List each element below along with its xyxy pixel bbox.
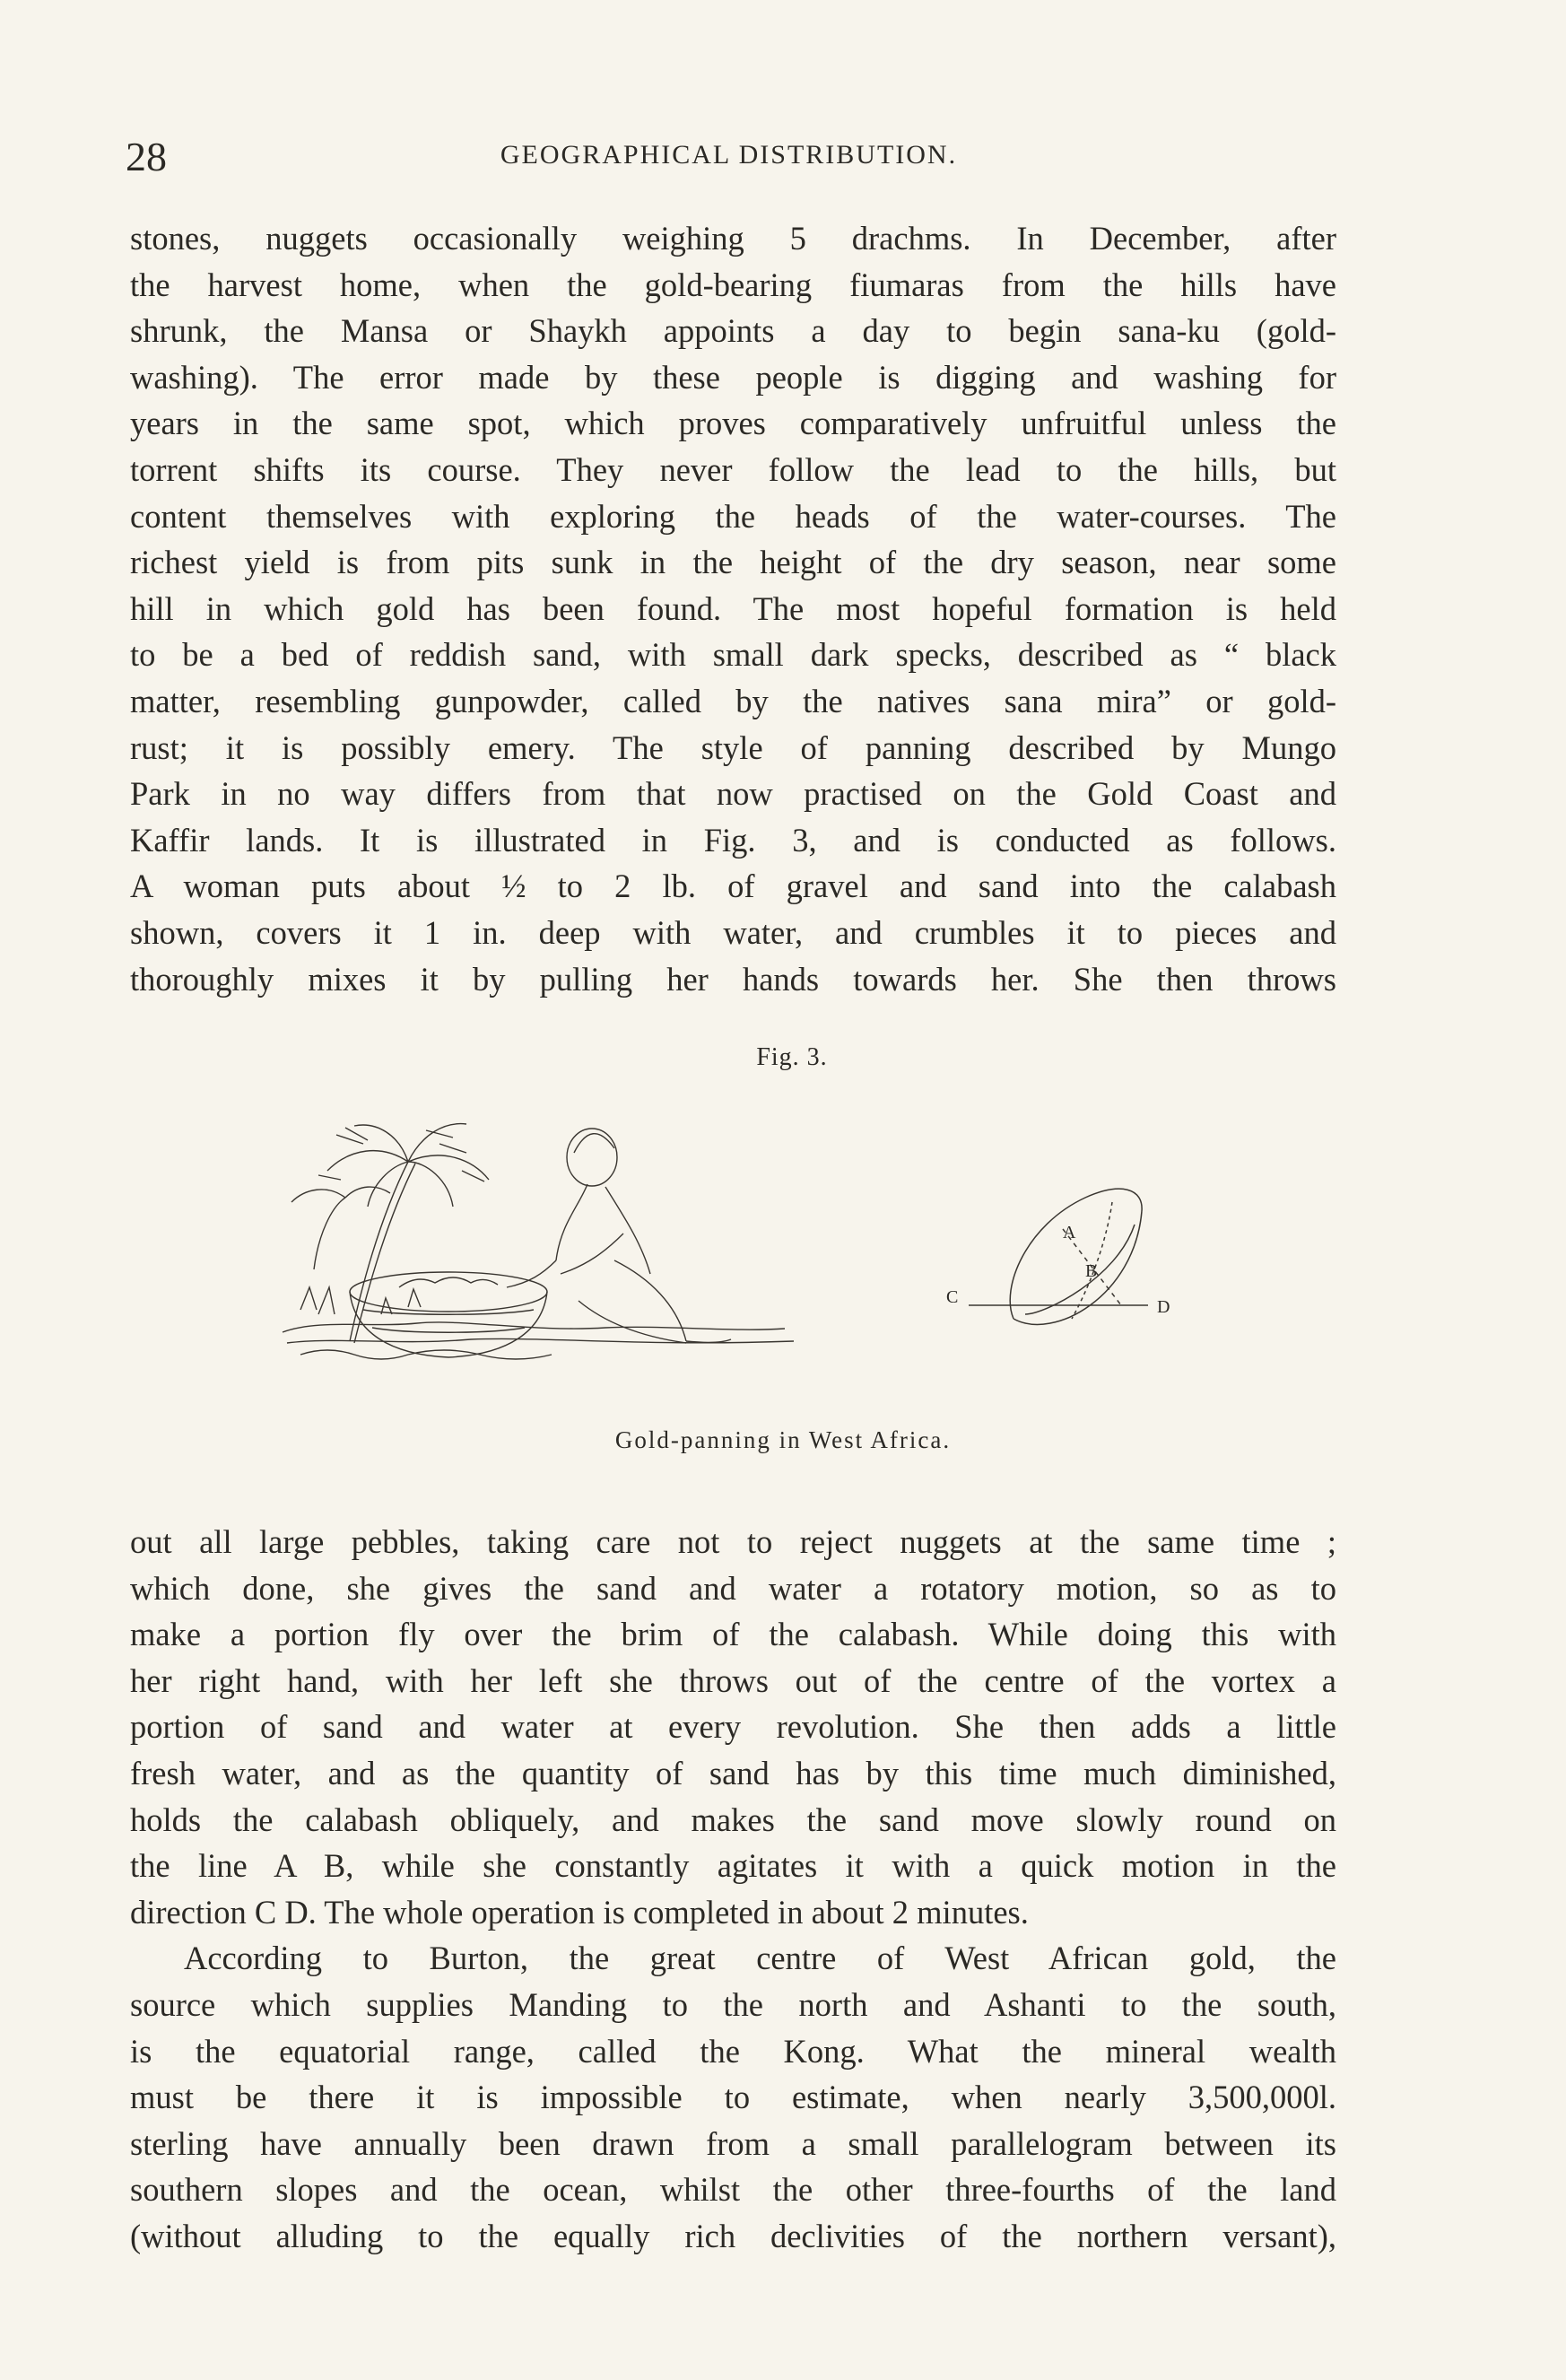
text-line: holds the calabash obliquely, and makes the sand move slowly round on	[130, 1800, 1336, 1838]
text-line: stones, nuggets occasionally weighing 5 drachms. In December, after	[130, 220, 1336, 257]
text-line: the line A B, while she constantly agitates it with a quick motion in the	[130, 1847, 1336, 1885]
text-line: rust; it is possibly emery. The style of panning described by Mungo	[130, 728, 1336, 766]
diagram-letter-a: A	[1063, 1223, 1076, 1242]
text-line: thoroughly mixes it by pulling her hands towards her. She then throws	[130, 960, 1336, 998]
text-line: fresh water, and as the quantity of sand has by this time much diminished,	[130, 1754, 1336, 1792]
figure-label: Fig. 3.	[756, 1043, 828, 1071]
text-line: must be there it is impossible to estimate, when nearly 3,500,000l.	[130, 2079, 1336, 2116]
text-line: shrunk, the Mansa or Shaykh appoints a day to begin sana-ku (gold-	[130, 312, 1336, 350]
text-line: sterling have annually been drawn from a small parallelogram between its	[130, 2124, 1336, 2162]
page-number: 28	[126, 134, 167, 179]
text-line: content themselves with exploring the heads of the water-courses. The	[130, 497, 1336, 535]
text-line: years in the same spot, which proves comparatively unfruitful unless the	[130, 405, 1336, 442]
text-line: A woman puts about ½ to 2 lb. of gravel and sand into the calabash	[130, 867, 1336, 905]
text-line: richest yield is from pits sunk in the height of the dry season, near some	[130, 544, 1336, 581]
text-line: is the equatorial range, called the Kong. What the mineral wealth	[130, 2032, 1336, 2070]
text-line: (without alluding to the equally rich declivities of the northern versant),	[130, 2217, 1336, 2254]
text-line: hill in which gold has been found. The most hopeful formation is held	[130, 589, 1336, 627]
text-line: which done, she gives the sand and water a rotatory motion, so as to	[130, 1569, 1336, 1607]
calabash-diagram	[928, 1162, 1197, 1350]
paragraph-top	[130, 215, 1336, 1002]
figure-caption: Gold-panning in West Africa.	[614, 1426, 952, 1453]
text-line: torrent shifts its course. They never follow the lead to the hills, but	[130, 450, 1336, 488]
text-line: out all large pebbles, taking care not to reject nuggets at the same time ;	[130, 1523, 1336, 1560]
text-line: to be a bed of reddish sand, with small dark specks, described as “ black	[130, 636, 1336, 674]
text-line: washing). The error made by these people is digging and washing for	[130, 358, 1336, 396]
text-line: Kaffir lands. It is illustrated in Fig. 3, and is conducted as follows.	[130, 821, 1336, 859]
page-header	[126, 133, 1332, 187]
running-title: GEOGRAPHICAL DISTRIBUTION.	[500, 140, 958, 170]
text-line: matter, resembling gunpowder, called by the natives sana mira” or gold-	[130, 682, 1336, 719]
text-line: the harvest home, when the gold-bearing fiumaras from the hills have	[130, 266, 1336, 303]
text-line: shown, covers it 1 in. deep with water, and crumbles it to pieces and	[130, 913, 1336, 951]
paragraph-bottom	[130, 1519, 1336, 2260]
gold-panning-illustration	[265, 1108, 803, 1386]
text-line: source which supplies Manding to the north and Ashanti to the south,	[130, 1985, 1336, 2023]
text-line: southern slopes and the ocean, whilst the other three-fourths of the land	[130, 2171, 1336, 2209]
diagram-letter-b: B	[1085, 1261, 1098, 1281]
text-line: Park in no way differs from that now practised on the Gold Coast and	[130, 775, 1336, 813]
diagram-letter-c: C	[946, 1287, 959, 1307]
diagram-letter-d: D	[1157, 1297, 1170, 1317]
text-line: make a portion fly over the brim of the calabash. While doing this with	[130, 1616, 1336, 1653]
text-line: her right hand, with her left she throws out of the centre of the vortex a	[130, 1661, 1336, 1699]
text-line: According to Burton, the great centre of West African gold, the	[184, 1940, 1336, 1977]
text-line: direction C D. The whole operation is completed in about 2 minutes.	[130, 1893, 1029, 1931]
text-line: portion of sand and water at every revolution. She then adds a little	[130, 1708, 1336, 1746]
